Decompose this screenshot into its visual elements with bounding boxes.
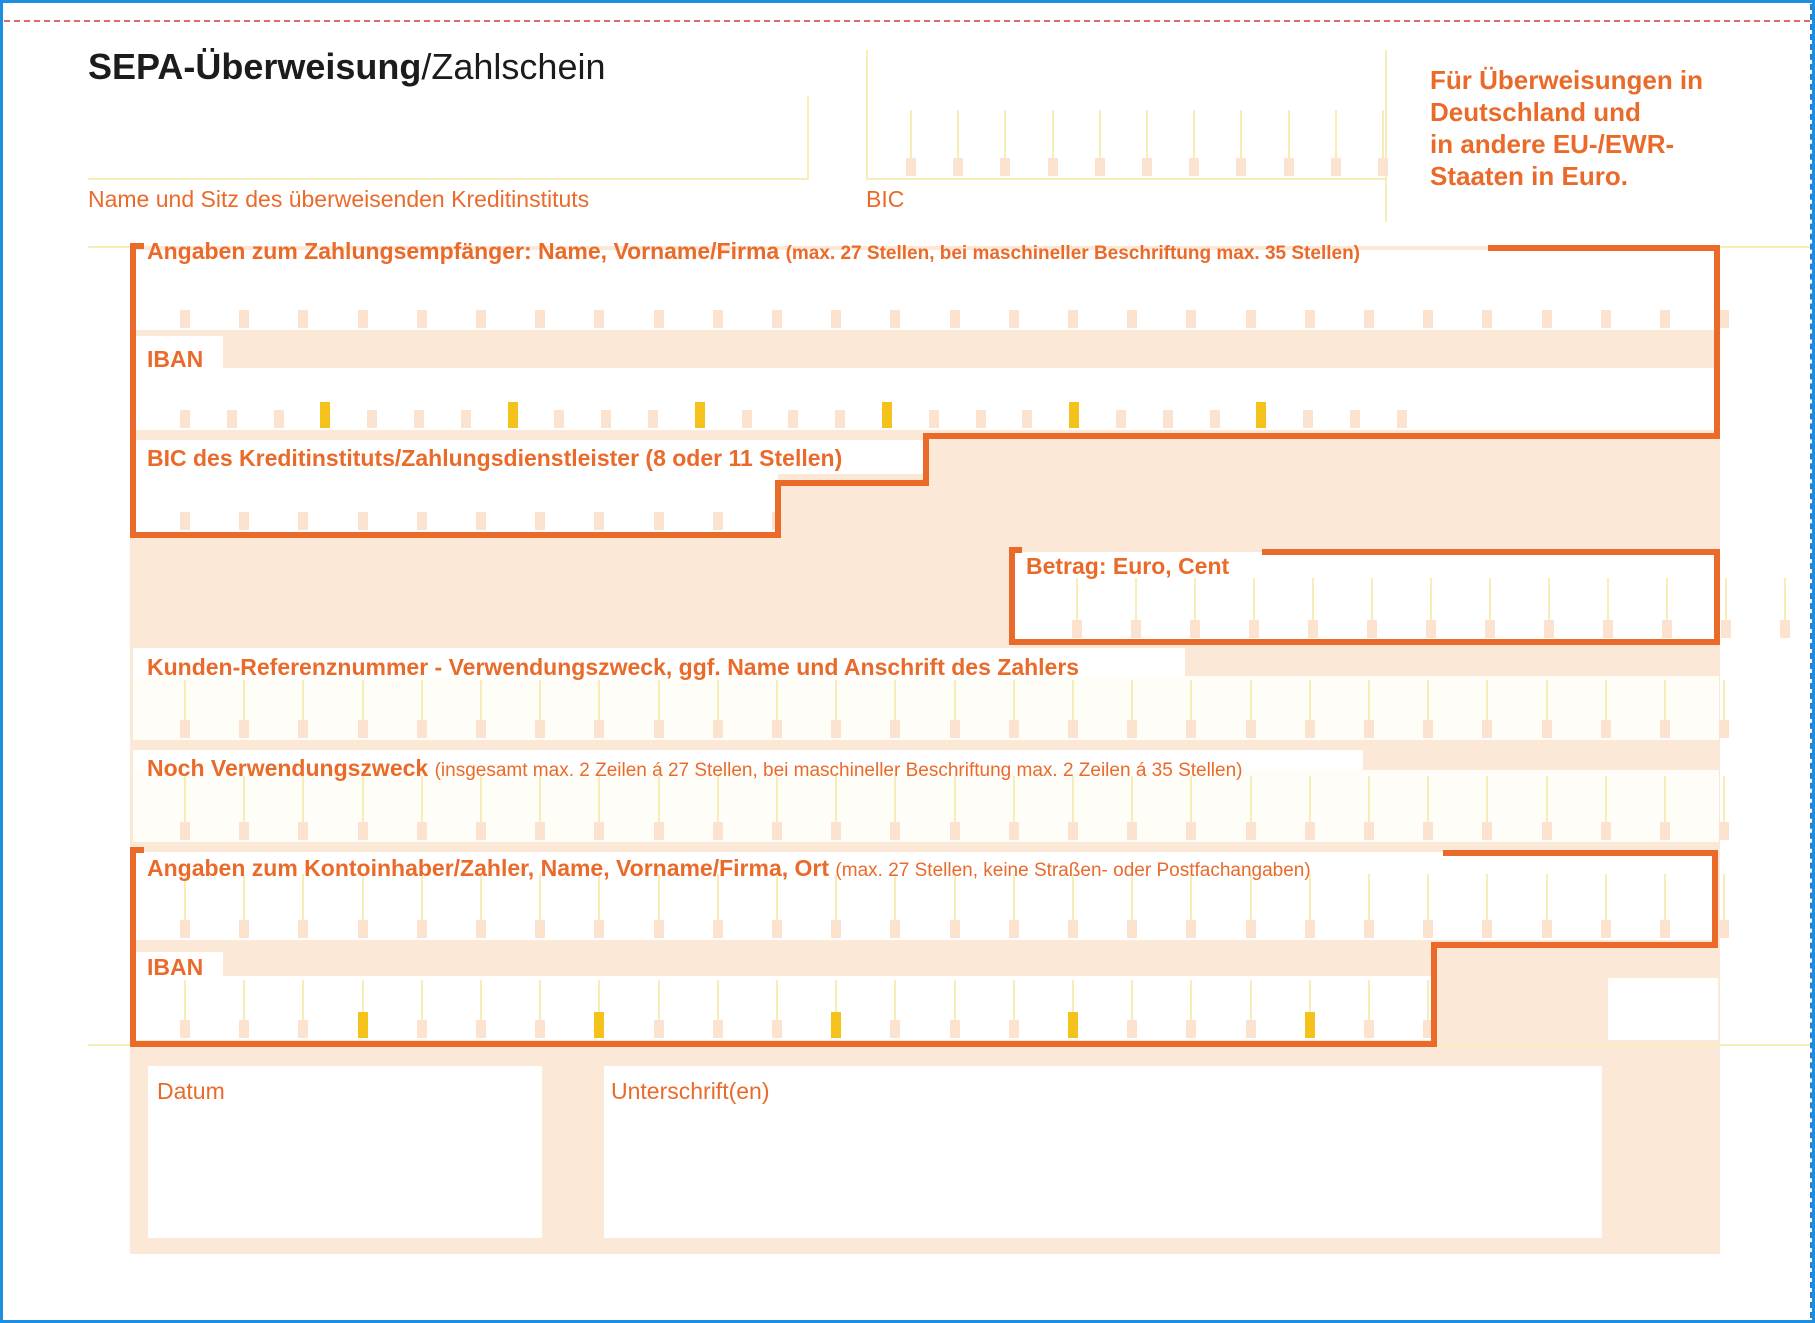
signature-label: Unterschrift(en) [611,1078,770,1104]
bank-name-label: Name und Sitz des überweisenden Kreditinstituts [88,186,590,212]
amount-label: Betrag: Euro, Cent [1026,553,1230,579]
notice-line: Staaten in Euro. [1430,161,1628,191]
reference-label: Kunden-Referenznummer - Verwendungszweck, ggf. Name und Anschrift des Zahlers [147,654,1080,680]
form-title: SEPA-Überweisung/Zahlschein [88,46,606,87]
recipient-bic-label: BIC des Kreditinstituts/Zahlungsdienstleister (8 oder 11 Stellen) [147,445,843,471]
bic-label: BIC [866,186,905,212]
recipient-block-outline [133,246,1717,535]
notice-line: Für Überweisungen in [1430,65,1704,95]
notice-line: Deutschland und [1430,97,1641,127]
payer-label: Angaben zum Kontoinhaber/Zahler, Name, Vorname/Firma, Ort (max. 27 Stellen, keine Straßen- oder Postfachangaben) [147,855,1311,881]
payer-iban-label: IBAN [147,954,204,980]
recipient-iban-label: IBAN [147,346,204,372]
purpose-label: Noch Verwendungszweck (insgesamt max. 2 Zeilen á 27 Stellen, bei maschineller Beschriftung max. 2 Zeilen á 35 Stellen) [147,755,1243,781]
notice-line: in andere EU-/EWR- [1430,129,1675,159]
recipient-label: Angaben zum Zahlungsempfänger: Name, Vorname/Firma (max. 27 Stellen, bei maschineller Beschriftung max. 35 Stellen) [147,238,1361,264]
date-label: Datum [157,1078,225,1104]
